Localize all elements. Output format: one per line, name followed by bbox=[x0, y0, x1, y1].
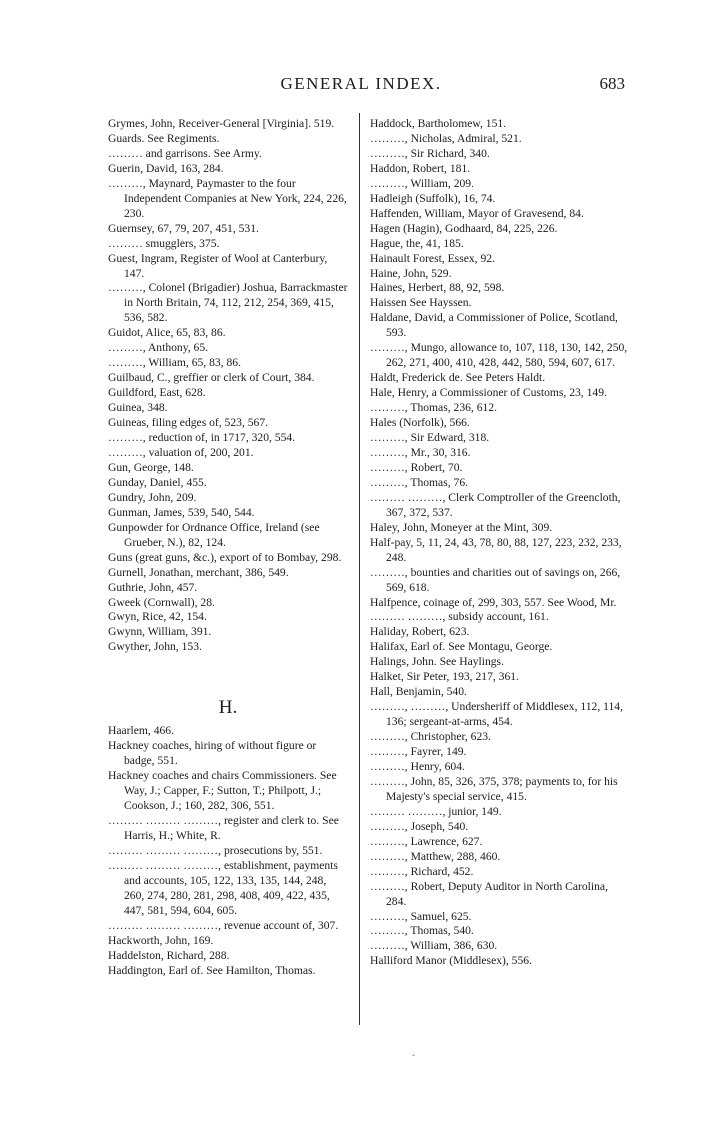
page-header bbox=[0, 74, 722, 98]
index-entry: ………, Lawrence, 627. bbox=[370, 834, 483, 848]
index-entry: ………, Colonel (Brigadier) Joshua, Barrackmaster in North Britain, 74, 112, 212, 254, 369, 415, 536, 582. bbox=[108, 281, 348, 325]
index-entry: ………, Thomas, 236, 612. bbox=[370, 401, 497, 415]
index-entry: ………, Nicholas, Admiral, 521. bbox=[370, 131, 522, 145]
left-entries-g bbox=[108, 117, 348, 655]
index-entry: Guards. See Regiments. bbox=[108, 131, 220, 145]
index-entry: Gwynn, William, 391. bbox=[108, 625, 212, 639]
index-entry: Haffenden, William, Mayor of Gravesend, 84. bbox=[370, 206, 584, 220]
index-entry: Hackney coaches, hiring of without figure or badge, 551. bbox=[108, 739, 317, 768]
running-title: GENERAL INDEX. bbox=[280, 74, 442, 93]
index-entry: ………, Richard, 452. bbox=[370, 864, 474, 878]
page-number: 683 bbox=[599, 74, 625, 93]
index-entry: Haliday, Robert, 623. bbox=[370, 625, 470, 639]
index-entry: Haddock, Bartholomew, 151. bbox=[370, 117, 507, 130]
index-entry: Hagen (Hagin), Godhaard, 84, 225, 226. bbox=[370, 221, 558, 235]
index-entry: Haarlem, 466. bbox=[108, 724, 174, 738]
index-entry: Haldt, Frederick de. See Peters Haldt. bbox=[370, 371, 546, 385]
index-entry: ………, John, 85, 326, 375, 378; payments to, for his Majesty's special service, 415. bbox=[370, 774, 618, 803]
column-divider bbox=[359, 113, 360, 1025]
index-entry: Guilbaud, C., greffier or clerk of Court, 384. bbox=[108, 371, 315, 385]
index-entry: ……… ……… ………, revenue account of, 307. bbox=[108, 918, 339, 932]
index-entry: Guildford, East, 628. bbox=[108, 386, 206, 400]
index-entry: Gwyn, Rice, 42, 154. bbox=[108, 610, 207, 624]
index-entry: Guineas, filing edges of, 523, 567. bbox=[108, 416, 269, 430]
index-entry: ………, Christopher, 623. bbox=[370, 730, 491, 744]
index-entry: ………, Robert, Deputy Auditor in North Carolina, 284. bbox=[370, 879, 608, 908]
index-entry: ………, Thomas, 76. bbox=[370, 475, 469, 489]
index-entry: Hall, Benjamin, 540. bbox=[370, 685, 467, 699]
index-entry: Hague, the, 41, 185. bbox=[370, 236, 464, 250]
index-entry: Guernsey, 67, 79, 207, 451, 531. bbox=[108, 221, 259, 235]
index-entry: ……… smugglers, 375. bbox=[108, 236, 220, 250]
index-entry: Haddelston, Richard, 288. bbox=[108, 948, 230, 962]
index-entry: Halket, Sir Peter, 193, 217, 361. bbox=[370, 670, 519, 684]
index-entry: Guns (great guns, &c.), export of to Bombay, 298. bbox=[108, 550, 342, 564]
index-entry: Haissen See Hayssen. bbox=[370, 296, 472, 310]
left-entries-h bbox=[108, 724, 348, 978]
index-entry: ………, Robert, 70. bbox=[370, 460, 463, 474]
index-entry: ………, reduction of, in 1717, 320, 554. bbox=[108, 431, 296, 445]
index-entry: Haldane, David, a Commissioner of Police, Scotland, 593. bbox=[370, 311, 618, 340]
index-entry: Hackworth, John, 169. bbox=[108, 933, 214, 947]
index-entry: Guidot, Alice, 65, 83, 86. bbox=[108, 326, 226, 340]
index-entry: Guthrie, John, 457. bbox=[108, 580, 198, 594]
index-entry: Gurnell, Jonathan, merchant, 386, 549. bbox=[108, 565, 289, 579]
index-entry: Grymes, John, Receiver-General [Virginia]. 519. bbox=[108, 117, 335, 130]
index-entry: Gweek (Cornwall), 28. bbox=[108, 595, 215, 609]
index-entry: ……… ………, subsidy account, 161. bbox=[370, 610, 549, 624]
index-entry: Hales (Norfolk), 566. bbox=[370, 416, 470, 430]
index-entry: Haley, John, Moneyer at the Mint, 309. bbox=[370, 520, 553, 534]
index-entry: ……… ……… ………, prosecutions by, 551. bbox=[108, 843, 323, 857]
right-column bbox=[370, 117, 630, 969]
index-entry: ………, Joseph, 540. bbox=[370, 819, 469, 833]
index-entry: Guerin, David, 163, 284. bbox=[108, 161, 224, 175]
index-entry: ………, Fayrer, 149. bbox=[370, 745, 467, 759]
index-entry: ………, bounties and charities out of savings on, 266, 569, 618. bbox=[370, 565, 621, 594]
index-entry: ……… ………, junior, 149. bbox=[370, 804, 502, 818]
index-entry: Halings, John. See Haylings. bbox=[370, 655, 504, 669]
index-entry: Hale, Henry, a Commissioner of Customs, 23, 149. bbox=[370, 386, 607, 400]
page-mark: ˇ bbox=[412, 1053, 415, 1063]
index-entry: ……… ……… ………, establishment, payments and accounts, 105, 122, 133, 135, 144, 248, 260, 274, 280, 281, 298, 408, 409, 422, 435, 447, 581, 594, 604, 605. bbox=[108, 858, 338, 917]
index-entry: Gunman, James, 539, 540, 544. bbox=[108, 505, 255, 519]
left-column bbox=[108, 117, 348, 978]
index-entry: Haine, John, 529. bbox=[370, 266, 452, 280]
index-entry: Hainault Forest, Essex, 92. bbox=[370, 251, 495, 265]
index-entry: ………, Samuel, 625. bbox=[370, 909, 472, 923]
index-entry: Hadleigh (Suffolk), 16, 74. bbox=[370, 191, 496, 205]
index-entry: Halifax, Earl of. See Montagu, George. bbox=[370, 640, 553, 654]
index-entry: ………, Thomas, 540. bbox=[370, 924, 474, 938]
index-entry: Halliford Manor (Middlesex), 556. bbox=[370, 954, 532, 968]
index-entry: ………, Sir Edward, 318. bbox=[370, 431, 490, 445]
index-entry: ………, Mungo, allowance to, 107, 118, 130, 142, 250, 262, 271, 400, 410, 428, 442, 580, 594, 607, 617. bbox=[370, 341, 628, 370]
section-spacer bbox=[108, 655, 348, 701]
index-entry: ………, William, 209. bbox=[370, 176, 474, 190]
index-entry: ………, William, 65, 83, 86. bbox=[108, 356, 241, 370]
index-entry: ………, Mr., 30, 316. bbox=[370, 445, 471, 459]
index-entry: Guest, Ingram, Register of Wool at Canterbury, 147. bbox=[108, 251, 328, 280]
index-entry: ………, Maynard, Paymaster to the four Independent Companies at New York, 224, 226, 230. bbox=[108, 176, 347, 220]
index-entry: ………, ………, Undersheriff of Middlesex, 112, 114, 136; sergeant-at-arms, 454. bbox=[370, 700, 623, 729]
index-entry: Gunday, Daniel, 455. bbox=[108, 475, 207, 489]
index-entry: ………, Henry, 604. bbox=[370, 759, 465, 773]
index-entry: Gundry, John, 209. bbox=[108, 490, 197, 504]
index-entry: Half-pay, 5, 11, 24, 43, 78, 80, 88, 127, 223, 232, 233, 248. bbox=[370, 535, 622, 564]
index-entry: Hackney coaches and chairs Commissioners. See Way, J.; Capper, F.; Sutton, T.; Philpott, J.; Cookson, J.; 160, 282, 306, 551. bbox=[108, 769, 337, 813]
index-entry: ……… and garrisons. See Army. bbox=[108, 146, 262, 160]
index-entry: Haddon, Robert, 181. bbox=[370, 161, 471, 175]
section-heading-h: H. bbox=[218, 697, 238, 719]
index-entry: ………, Matthew, 288, 460. bbox=[370, 849, 501, 863]
index-entry: Gun, George, 148. bbox=[108, 460, 194, 474]
index-entry: Haines, Herbert, 88, 92, 598. bbox=[370, 281, 505, 295]
index-entry: Haddington, Earl of. See Hamilton, Thomas. bbox=[108, 963, 316, 977]
index-entry: Gunpowder for Ordnance Office, Ireland (see Grueber, N.), 82, 124. bbox=[108, 520, 320, 549]
index-entry: ………, Anthony, 65. bbox=[108, 341, 209, 355]
index-entry: Gwyther, John, 153. bbox=[108, 640, 202, 654]
index-entry: Halfpence, coinage of, 299, 303, 557. See Wood, Mr. bbox=[370, 595, 617, 609]
index-entry: ………, William, 386, 630. bbox=[370, 939, 498, 953]
index-entry: ………, Sir Richard, 340. bbox=[370, 146, 490, 160]
right-entries-h bbox=[370, 117, 630, 969]
index-entry: ………, valuation of, 200, 201. bbox=[108, 445, 254, 459]
index-entry: Guinea, 348. bbox=[108, 401, 168, 415]
index-entry: ……… ……… ………, register and clerk to. See Harris, H.; White, R. bbox=[108, 813, 339, 842]
index-entry: ……… ………, Clerk Comptroller of the Greencloth, 367, 372, 537. bbox=[370, 490, 621, 519]
